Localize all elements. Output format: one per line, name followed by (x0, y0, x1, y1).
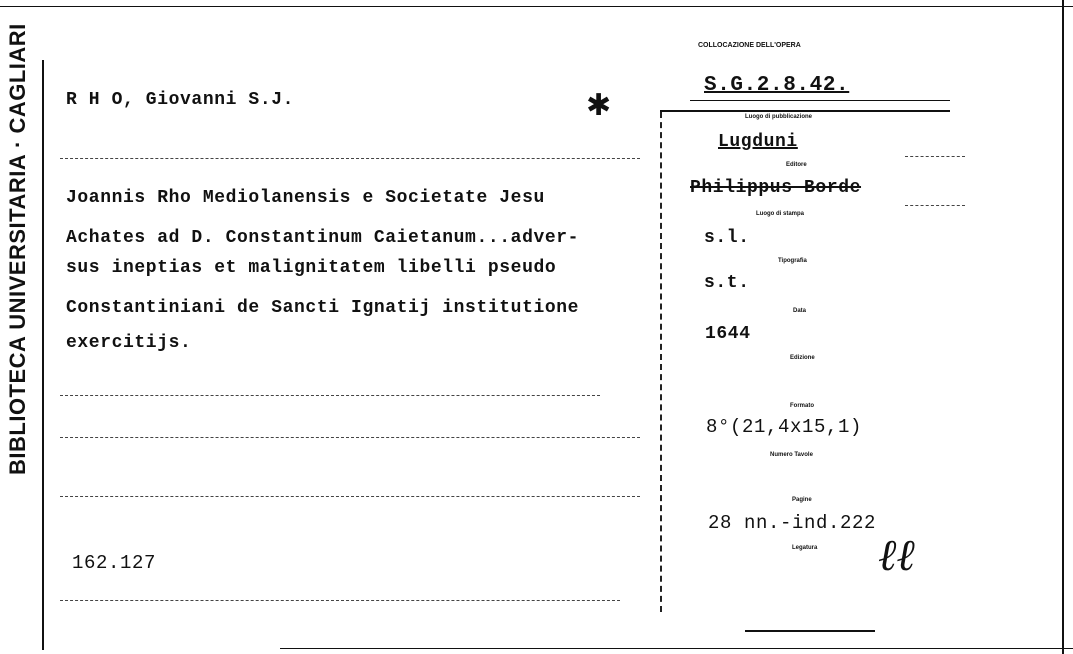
edizione-label: Edizione (790, 355, 815, 361)
right-edge-rule (1062, 0, 1064, 654)
legatura-label: Legatura (792, 545, 818, 551)
luogo-pubblicazione-value: Lugduni (718, 132, 798, 152)
bottom-edge-rule (280, 648, 1073, 649)
title-line-4: Constantiniani de Sancti Ignatij institutione (66, 298, 580, 318)
guide-line (60, 437, 640, 438)
guide-line (60, 496, 640, 497)
guide-line (60, 600, 620, 601)
handwritten-mark: ℓℓ (878, 530, 915, 581)
panel-bottom-rule (745, 630, 875, 632)
luogo-stampa-value: s.l. (704, 228, 750, 248)
luogo-pubblicazione-label: Luogo di pubblicazione (745, 114, 812, 120)
formato-value: 8°(21,4x15,1) (706, 416, 863, 438)
editore-value: Philippus Borde (690, 178, 862, 198)
editore-label: Editore (786, 162, 807, 168)
author-heading: R H O, Giovanni S.J. (66, 90, 295, 110)
pagine-label: Pagine (792, 497, 812, 503)
top-edge-rule (0, 6, 1073, 7)
left-margin-rule (42, 60, 44, 650)
title-line-2: Achates ad D. Constantinum Caietanum...adver- (66, 228, 580, 248)
panel-divider (660, 112, 662, 612)
inventory-number: 162.127 (72, 552, 157, 574)
data-label: Data (793, 308, 807, 314)
collocazione-value: S.G.2.8.42. (704, 74, 850, 97)
guide-line (60, 395, 600, 396)
numero-tavole-label: Numero Tavole (770, 452, 813, 458)
title-line-1: Joannis Rho Mediolanensis e Societate Jesu (66, 188, 545, 208)
luogo-stampa-label: Luogo di stampa (756, 211, 804, 217)
tipografia-label: Tipografia (778, 258, 807, 264)
collocazione-rule (690, 100, 950, 101)
library-stamp: BIBLIOTECA UNIVERSITARIA · CAGLIARI (5, 23, 30, 475)
guide-line (905, 156, 965, 157)
data-value: 1644 (705, 324, 751, 344)
pagine-value: 28 nn.-ind.222 (708, 512, 877, 534)
tipografia-value: s.t. (704, 273, 750, 293)
panel-top-rule (660, 110, 950, 112)
title-line-5: exercitijs. (66, 333, 192, 353)
guide-line (905, 205, 965, 206)
asterisk-mark: ✱ (586, 88, 612, 123)
guide-line (60, 158, 640, 159)
collocazione-label: COLLOCAZIONE DELL'OPERA (698, 42, 801, 49)
title-line-3: sus ineptias et malignitatem libelli pseudo (66, 258, 557, 278)
formato-label: Formato (790, 403, 814, 409)
